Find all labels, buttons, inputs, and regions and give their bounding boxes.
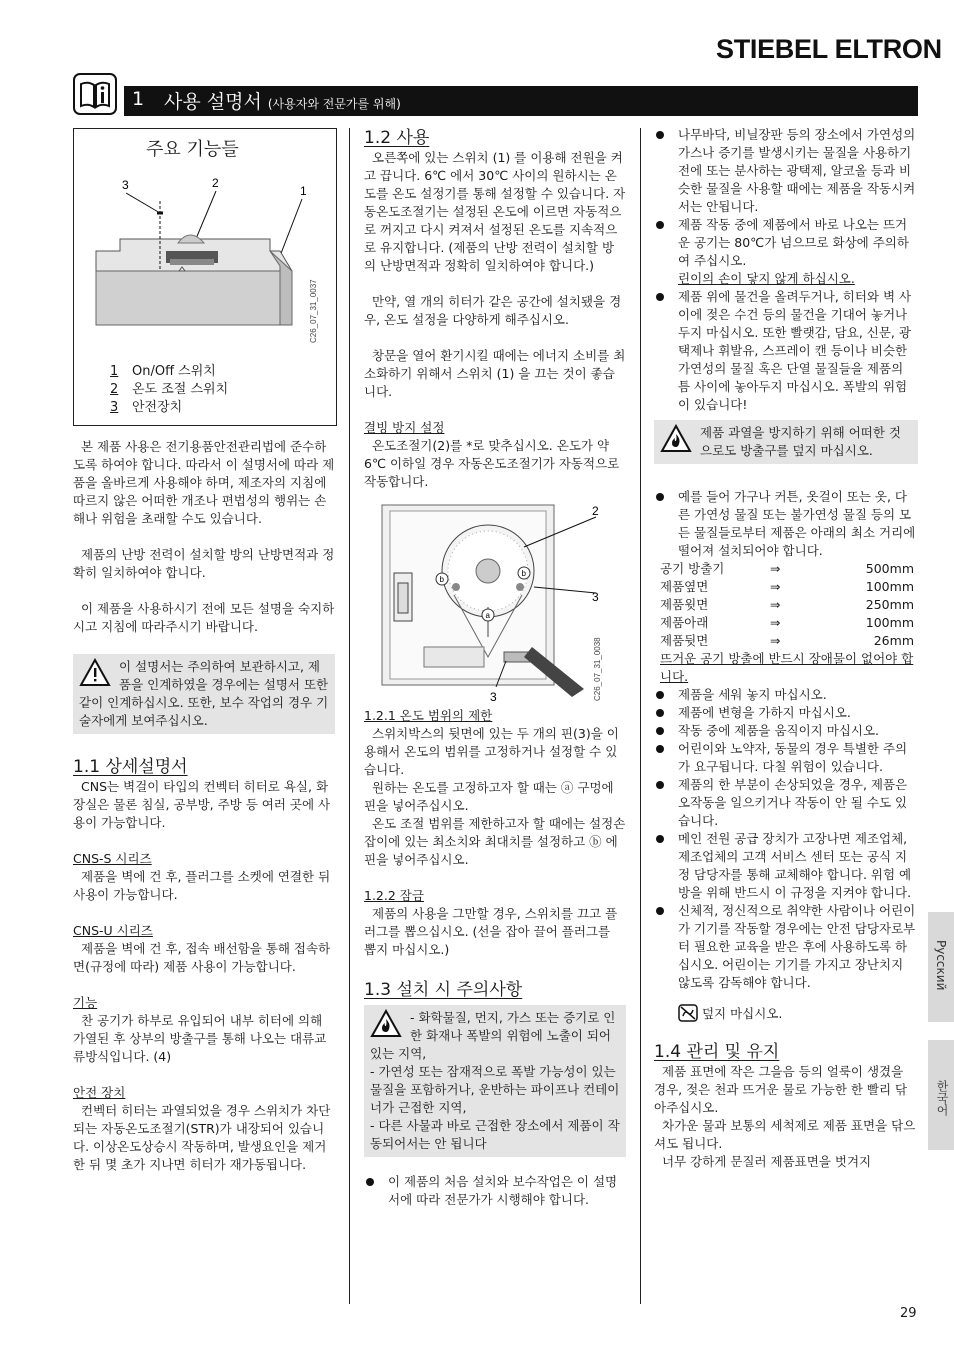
page-number: 29 [900, 1306, 917, 1321]
callout-3: 3 [490, 690, 497, 703]
caution-bullet: 예를 들어 가구나 커튼, 옷걸이 또는 옷, 다른 가연성 물질 또는 불가연성 물질 등의 모든 물질들로부터 제품은 아래의 최소 거리에 떨어져 설치되어야 합니다. [654, 488, 918, 560]
do-not-cover-notice: 덮지 마십시오. [678, 1004, 918, 1023]
language-tab-russian[interactable]: Русский [928, 912, 954, 1022]
distance-row: 제품뒷면 ⇒ 26mm [660, 633, 914, 648]
cns-u-text: 제품을 벽에 건 후, 접속 배선함을 통해 접속하면(규정에 따라) 제품 사용이 가능합니다. [73, 941, 331, 974]
section-1-4-text: 너무 강하게 문질러 제품표면을 벗겨지 [662, 1154, 872, 1169]
fire-warning-icon [660, 424, 700, 454]
keep-manual-warning: 이 설명서는 주의하여 보관하시고, 제품을 인계하였을 경우에는 설명서 또한 같이 인계하십시오. 또한, 보수 작업의 경우 기술자에게 보여주십시오. [73, 654, 335, 734]
legend-item: 3 안전장치 [110, 400, 183, 415]
features-title: 주요 기능들 [146, 139, 239, 160]
intro-paragraph: 이 제품을 사용하시기 전에 모든 설명을 숙지하시고 지침에 따라주시기 바랍니다. [73, 601, 335, 634]
column-divider [640, 128, 641, 1304]
section-1-2-1-text: 스위치박스의 뒷면에 있는 두 개의 핀(3)을 이용해서 온도의 범위를 고정하거나 설정할 수 있습니다. [364, 726, 619, 777]
section-1-2-text: 만약, 열 개의 히터가 같은 공간에 설치됐을 경우, 온도 설정을 다양하게 해주십시오. [364, 294, 622, 327]
caution-bullet: 작동 중에 제품을 움직이지 마십시오. [654, 722, 918, 740]
thermostat-back-diagram [364, 497, 626, 703]
pin-label-a: a [485, 611, 490, 620]
language-tab-korean[interactable]: 한국어 [928, 1040, 954, 1150]
distance-row: 제품윗면 ⇒ 250mm [660, 597, 914, 612]
function-text: 찬 공기가 하부로 유입되어 내부 히터에 의해 가열된 후 상부의 방출구를 통해 나오는 대류교류방식입니다. (4) [73, 1013, 327, 1064]
callout-3: 3 [122, 178, 129, 192]
function-title: 기능 [73, 995, 98, 1010]
caution-bullet: 제품 작동 중에 제품에서 바로 나오는 뜨거운 공기는 80℃가 넘으므로 화상에 주의하여 주십시오. 린이의 손이 닿지 않게 하십시오. [654, 216, 918, 288]
frost-title: 결빙 방지 설정 [364, 420, 445, 435]
distance-row: 제품옆면 ⇒ 100mm [660, 579, 914, 594]
warning-triangle-icon [79, 658, 119, 688]
section-1-4-text: 차가운 물과 보통의 세척제로 제품 표면을 닦으셔도 됩니다. [654, 1118, 916, 1151]
features-legend [110, 363, 228, 417]
distance-row: 공기 방출기 ⇒ 500mm [660, 561, 914, 576]
figure-code: C26_07_31_0037 [309, 279, 318, 343]
legend-item: 1 On/Off 스위치 [110, 364, 216, 379]
distance-note: 뜨거운 공기 방출에 반드시 장애물이 없어야 합니다. [660, 651, 914, 684]
installation-bullet: 이 제품의 처음 설치와 보수작업은 이 설명서에 따라 전문가가 시행해야 합니다. [364, 1173, 626, 1209]
caution-bullet: 신체적, 정신적으로 취약한 사람이나 어린이가 기기를 작동할 경우에는 안전 담당자로부터 필요한 교육을 받은 후에 사용하도록 하십시오. 어린이는 기기를 가지고 장난치지 않도록 감독해야 합니다. [654, 902, 918, 992]
pin-label-b: b [439, 575, 444, 584]
callout-2: 2 [212, 176, 219, 190]
caution-bullet: 제품을 세워 놓지 마십시오. [654, 686, 918, 704]
section-1-4-title: 1.4 관리 및 유지 [654, 1042, 780, 1062]
frost-text: 온도조절기(2)를 *로 맞추십시오. 온도가 약 6℃ 이하일 경우 자동온도조절기가 자동적으로 작동합니다. [364, 438, 620, 489]
figure-code: C26_07_31_0038 [593, 637, 602, 701]
caution-bullet: 제품 위에 물건을 올려두거나, 히터와 벽 사이에 젖은 수건 등의 물건을 기대어 놓거나 두지 마십시오. 또한 빨랫감, 담요, 신문, 광택제나 휘발유, 스프레이 캔 등이나 비슷한 가연성의 물질 혹은 단열 물질들을 제품의 틈 사이에 놓아두지 마십시오. 폭발의 위험이 있습니다! [654, 288, 918, 414]
section-1-2-1-title: 1.2.1 온도 범위의 제한 [364, 708, 493, 723]
intro-paragraph: 본 제품 사용은 전기용품안전관리법에 준수하도록 하여야 합니다. 따라서 이 설명서에 따라 제품을 올바르게 사용해야 하며, 제조자의 지침에 따르지 않은 어떠한 개조나 편법성의 행위는 손해나 위험을 초래할 수도 있습니다. [73, 439, 335, 526]
cns-s-text: 제품을 벽에 건 후, 플러그를 소켓에 연결한 뒤 사용이 가능합니다. [73, 869, 331, 902]
section-1-2-2-title: 1.2.2 잠금 [364, 888, 424, 903]
callout-2: 2 [592, 504, 599, 518]
caution-bullet: 제품의 한 부분이 손상되었을 경우, 제품은 오작동을 일으키거나 작동이 안 될 수도 있습니다. [654, 776, 918, 830]
section-1-4-text: 제품 표면에 작은 그을음 등의 얼룩이 생겼을 경우, 젖은 천과 뜨거운 물로 가능한 한 빨리 닦아주십시오. [654, 1064, 908, 1115]
manual-book-icon [73, 73, 117, 115]
section-1-1-title: 1.1 상세설명서 [73, 757, 188, 777]
distance-row: 제품아래 ⇒ 100mm [660, 615, 914, 630]
caution-bullet: 나무바닥, 비닐장판 등의 장소에서 가연성의 가스나 증기를 발생시키는 물질을 사용하기 전에 또는 분사하는 광택제, 알코올 등과 비슷한 물질을 사용할 때에는 제품을 작동시켜서는 안됩니다. [654, 126, 918, 216]
intro-paragraph: 제품의 난방 전력이 설치할 방의 난방면적과 정확히 일치하여야 합니다. [73, 547, 335, 580]
fire-warning-icon [370, 1009, 410, 1039]
section-title-bar [124, 86, 918, 116]
overheat-warning: 제품 과열을 방지하기 위해 어떠한 것으로도 방출구를 덮지 마십시오. [654, 420, 918, 464]
column-divider [349, 128, 350, 1304]
caution-bullet: 메인 전원 공급 장치가 고장나면 제조업체, 제조업체의 고객 서비스 센터 또는 공식 지정 담당자를 통해 교체해야 합니다. 위험 예방을 위해 반드시 이 규정을 지켜야 합니다. [654, 830, 918, 902]
no-cover-icon [678, 1004, 698, 1022]
column-3 [654, 126, 918, 1171]
section-1-2-text: 창문을 열어 환기시킬 때에는 에너지 소비를 최소화하기 위해서 스위치 (1) 을 끄는 것이 좋습니다. [364, 348, 626, 399]
fire-explosion-warning: - 화학물질, 먼지, 가스 또는 증기로 인한 화재나 폭발의 위험에 노출이 되어있는 지역, - 가연성 또는 잠재적으로 폭발 가능성이 있는 물질을 포함하거나, 운반하는 파이프나 컨테이너가 근접한 지역, - 다른 사물과 바로 근접한 장소에서 제품이 작동되어서는 안 됩니다 [364, 1005, 626, 1157]
safety-title: 안전 장치 [73, 1085, 126, 1100]
section-number: 1 [132, 88, 145, 110]
section-1-1-text: CNS는 벽걸이 타입의 컨벡터 히터로 욕실, 화장실은 물론 침실, 공부방, 주방 등 여러 곳에 사용이 가능합니다. [73, 779, 331, 830]
section-1-2-text: 오른쪽에 있는 스위치 (1) 를 이용해 전원을 켜고 끕니다. 6℃ 에서 30℃ 사이의 원하시는 온도를 온도 설정기를 통해 설정할 수 있습니다. 자동온도조절기는 설정된 온도에 이르면 자동적으로 꺼지고 다시 켜져서 설정된 온도를 지속적으로 유지합니다. (제품의 난방 전력이 설치할 방의 난방면적과 정확히 일치하여야 합니다.) [364, 150, 626, 273]
cns-u-title: CNS-U 시리즈 [73, 923, 153, 938]
section-1-2-1-text: 온도 조절 범위를 제한하고자 할 때에는 설정손잡이에 있는 최소치와 최대치를 설정하고 ⓑ 에 핀을 넣어주십시오. [364, 816, 626, 867]
section-1-2-title: 1.2 사용 [364, 128, 430, 148]
callout-3: 3 [592, 590, 599, 604]
brand-logo: STIEBEL ELTRON [716, 34, 942, 64]
safety-text: 컨벡터 히터는 과열되었을 경우 스위치가 차단되는 자동온도조절기(STR)가 내장되어 있습니다. 이상온도상승시 작동하며, 발생요인을 제거한 뒤 몇 초가 지나면 히터가 재가동됩니다. [73, 1103, 331, 1172]
section-1-2-1-text: 원하는 온도를 고정하고자 할 때는 ⓐ 구멍에 핀을 넣어주십시오. [364, 780, 614, 813]
pin-label-b: b [521, 569, 526, 578]
section-title: 사용 설명서 [164, 91, 262, 113]
column-1 [73, 438, 335, 1192]
distance-table [660, 560, 924, 650]
caution-bullet: 어린이와 노약자, 동물의 경우 특별한 주의가 요구됩니다. 다칠 위험이 있습니다. [654, 740, 918, 776]
section-1-3-title: 1.3 설치 시 주의사항 [364, 980, 523, 1000]
section-subtitle: (사용자와 전문가를 위해) [267, 97, 401, 111]
column-2 [364, 127, 626, 1209]
section-1-2-2-text: 제품의 사용을 그만할 경우, 스위치를 끄고 플러그를 뽑으십시오. (선을 잡아 끌어 플러그를 뽑지 마십시오.) [364, 906, 618, 957]
heater-top-diagram [80, 171, 330, 353]
legend-item: 2 온도 조절 스위치 [110, 382, 229, 397]
callout-1: 1 [300, 184, 307, 198]
features-box [73, 128, 337, 426]
cns-s-title: CNS-S 시리즈 [73, 851, 152, 866]
caution-bullet: 제품에 변형을 가하지 마십시오. [654, 704, 918, 722]
